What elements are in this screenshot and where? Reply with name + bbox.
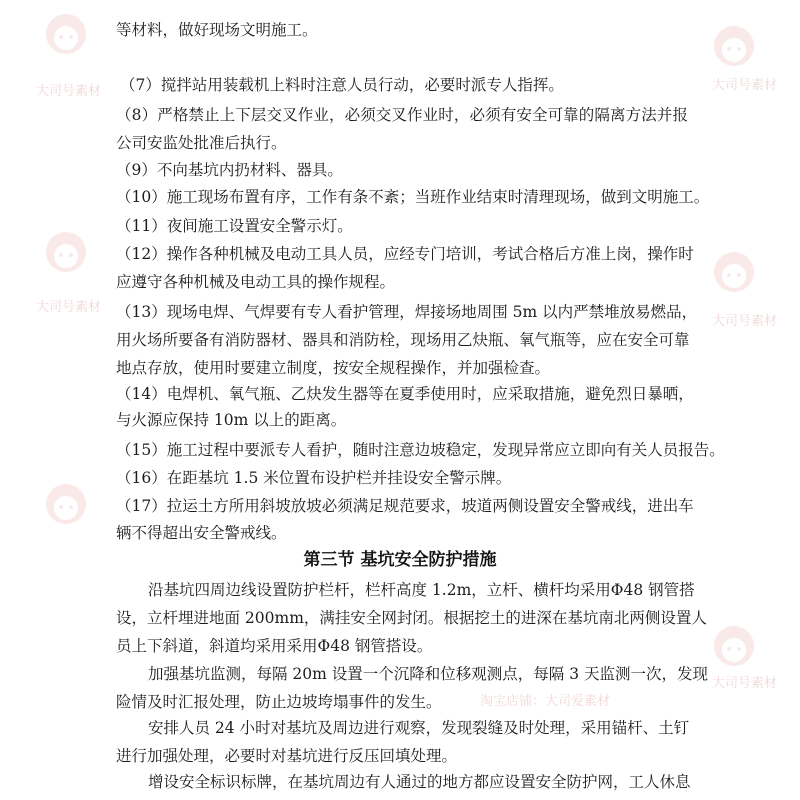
- text-line: （8）严格禁止上下层交叉作业，必须交叉作业时，必须有安全可靠的隔离方法并报: [116, 106, 688, 124]
- watermark-shop: 淘宝店铺：大司爱素材: [480, 694, 611, 709]
- watermark-logo-icon: [708, 248, 760, 312]
- watermark-logo-icon: [40, 480, 92, 544]
- watermark-logo-icon: [40, 228, 92, 292]
- watermark-brand: 大司号素材: [36, 300, 102, 315]
- watermark-brand: 大司号素材: [712, 676, 778, 691]
- text-line: 地点存放，使用时要建立制度，按安全规程操作，并加强检查。: [116, 359, 551, 377]
- text-line: 与火源应保持 10m 以上的距离。: [116, 411, 347, 429]
- text-line: 沿基坑四周边线设置防护栏杆，栏杆高度 1.2m，立杆、横杆均采用Φ48 钢管搭: [148, 581, 695, 599]
- text-line: 增设安全标识标牌，在基坑周边有人通过的地方都应设置安全防护网，工人休息: [148, 773, 691, 791]
- text-line: 应遵守各种机械及电动工具的操作规程。: [116, 273, 396, 291]
- text-line: （14）电焊机、氧气瓶、乙炔发生器等在夏季使用时，应采取措施，避免烈日暴晒，: [116, 385, 694, 403]
- watermark-logo-icon: [708, 622, 760, 686]
- text-line: 加强基坑监测，每隔 20m 设置一个沉降和位移观测点，每隔 3 天监测一次，发现: [148, 665, 708, 683]
- watermark-brand: 大司号素材: [36, 84, 102, 99]
- watermark-logo-icon: [708, 22, 760, 86]
- text-line: 等材料，做好现场文明施工。: [116, 21, 318, 39]
- section-heading: 第三节 基坑安全防护措施: [303, 550, 497, 570]
- watermark-brand: 大司号素材: [712, 314, 778, 329]
- text-line: （12）操作各种机械及电动工具人员，应经专门培训，考试合格后方准上岗，操作时: [116, 245, 694, 263]
- watermark-brand: 大司号素材: [712, 78, 778, 93]
- text-line: 公司安监处批准后执行。: [116, 134, 287, 152]
- text-line: 安排人员 24 小时对基坑及周边进行观察，发现裂缝及时处理，采用锚杆、土钉: [148, 719, 690, 737]
- text-line: 辆不得超出安全警戒线。: [116, 524, 287, 542]
- text-line: （16）在距基坑 1.5 米位置布设护栏并挂设安全警示牌。: [116, 469, 512, 487]
- text-line: （10）施工现场布置有序，工作有条不紊；当班作业结束时清理现场，做到文明施工。: [116, 188, 710, 206]
- watermark-logo-icon: [40, 10, 92, 74]
- text-line: 进行加强处理，必要时对基坑进行反压回填处理。: [116, 747, 458, 765]
- text-line: （9）不向基坑内扔材料、器具。: [116, 161, 343, 179]
- text-line: （7）搅拌站用装载机上料时注意人员行动，必要时派专人指挥。: [120, 76, 564, 94]
- text-line: （13）现场电焊、气焊要有专人看护管理，焊接场地周围 5m 以内严禁堆放易燃品，: [116, 303, 698, 321]
- text-line: 员上下斜道，斜道均采用采用Φ48 钢管搭设。: [116, 637, 433, 655]
- text-line: （17）拉运土方所用斜坡放坡必须满足规范要求，坡道两侧设置安全警戒线，进出车: [116, 497, 694, 515]
- text-line: 险情及时汇报处理，防止边坡垮塌事件的发生。: [116, 693, 442, 711]
- text-line: （15）施工过程中要派专人看护，随时注意边坡稳定，发现异常应立即向有关人员报告。: [116, 441, 725, 459]
- text-line: 设，立杆埋进地面 200mm，满挂安全网封闭。根据挖土的进深在基坑南北两侧设置人: [116, 609, 707, 627]
- text-line: （11）夜间施工设置安全警示灯。: [116, 217, 353, 235]
- text-line: 用火场所要备有消防器材、器具和消防栓，现场用乙炔瓶、氧气瓶等，应在安全可靠: [116, 331, 690, 349]
